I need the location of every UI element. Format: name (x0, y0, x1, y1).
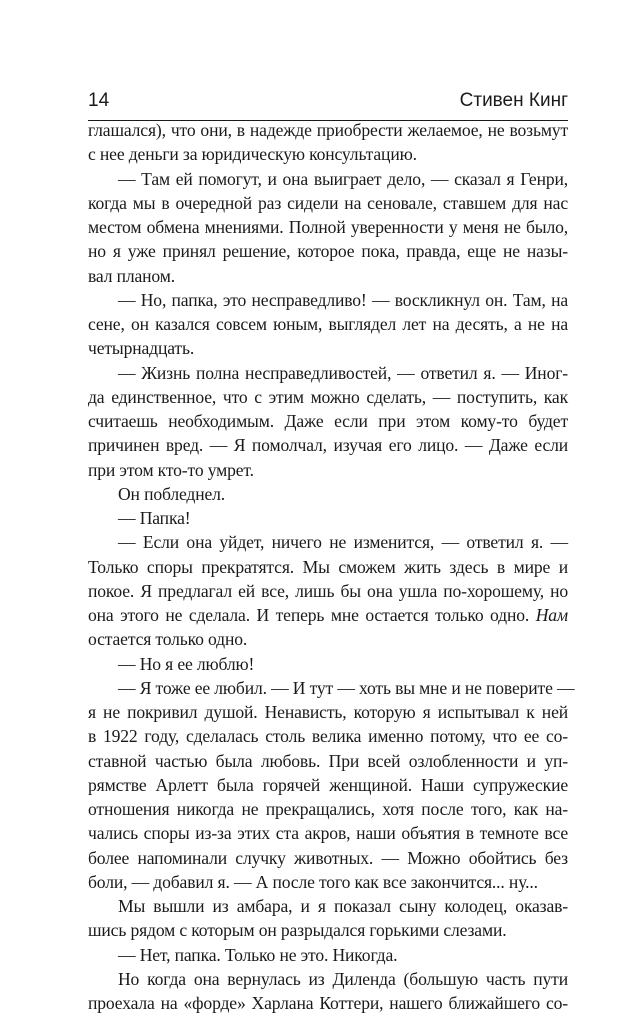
text-line (88, 700, 568, 724)
text-line (88, 288, 568, 312)
text-line-content: но я уже принял решение, которое пока, правда, еще не назы- (88, 241, 568, 262)
text-line-content: я не покривил душой. Ненависть, которую я испытывал к ней (88, 702, 568, 722)
text-line-content: при этом кто-то умрет. (88, 459, 254, 480)
text-line (88, 482, 568, 506)
text-line (88, 336, 568, 360)
text-line (88, 991, 568, 1015)
text-line-content: когда мы в очередной раз сидели на сеновале, ставшем для нас (88, 192, 568, 213)
text-line (88, 967, 568, 991)
text-line (88, 870, 568, 894)
text-line-content: причинен вред. — Я помолчал, изучая его лицо. — Даже если (88, 435, 568, 456)
text-line (88, 846, 568, 870)
text-line-content: она этого не сделала. И теперь мне остается только одно. (88, 605, 530, 625)
text-line (88, 409, 568, 433)
text-line (88, 555, 568, 579)
text-line-content: более напоминали случку животных. — Можно обойтись без (88, 847, 568, 868)
text-line-content: боли, — добавил я. — А после того как все закончится... ну... (88, 871, 538, 892)
author-name: Стивен Кинг (459, 90, 568, 111)
text-line (88, 167, 568, 191)
italic-emphasis: Нам (535, 605, 568, 625)
text-line-content: проехала на «форде» Харлана Коттери, нашего ближайшего со- (88, 993, 568, 1013)
book-page (88, 0, 575, 1013)
text-line-content: глашался), что они, в надежде приобрести желаемое, не возьмут (88, 120, 568, 140)
text-line (88, 797, 568, 821)
text-line-content: местом обмена мнениями. Полной уверенности у меня не было, (88, 217, 568, 237)
text-line-content: — Жизнь полна несправедливостей, — ответил я. — Иног- (118, 362, 568, 383)
text-line (88, 312, 568, 336)
text-line (88, 579, 568, 603)
text-line-content: в 1922 году, сделалась столь велика именно потому, что ее со- (88, 726, 568, 747)
text-line-content: — Нет, папка. Только не это. Никогда. (118, 944, 398, 965)
text-line-content: Но когда она вернулась из Диленда (большую часть пути (118, 968, 568, 989)
text-line (88, 458, 568, 482)
text-line (88, 385, 568, 409)
text-line-content: Он побледнел. (118, 483, 226, 504)
text-line-content: — Если она уйдет, ничего не изменится, — ответил я. — (118, 532, 568, 553)
text-line (88, 724, 568, 748)
text-line (88, 627, 568, 651)
text-line (88, 506, 568, 530)
text-line-content: покое. Я предлагал ей все, лишь бы она ушла по-хорошему, но (88, 580, 568, 601)
text-line-content: с нее деньги за юридическую консультацию. (88, 144, 417, 165)
text-line (88, 943, 568, 967)
text-line-content: — Но я ее люблю! (118, 653, 255, 674)
text-line-content: ставной частью была любовь. При всей озлобленности и уп- (88, 750, 568, 771)
text-line (88, 821, 568, 845)
text-line-content: — Я тоже ее любил. — И тут — хоть вы мне и не поверите — (118, 677, 575, 698)
text-line (88, 118, 568, 142)
text-line-content: рямстве Арлетт была горячей женщиной. Наши супружеские (88, 774, 568, 795)
text-line-content: сене, он казался совсем юным, выглядел лет на десять, а не на (88, 314, 568, 334)
text-line (88, 191, 568, 215)
text-line-content: четырнадцать. (88, 338, 195, 359)
text-line-content: отношения никогда не прекращались, хотя после того, как на- (88, 799, 568, 819)
text-line-content: да единственное, что с этим можно сделать, — поступить, как (88, 386, 568, 407)
text-line-content: чались споры из-за этих ста акров, наши объятия в темноте все (88, 823, 568, 844)
text-line (88, 603, 568, 627)
text-line-content: — Папка! (118, 508, 191, 528)
text-line (88, 652, 568, 676)
text-line-content: остается только одно. (88, 629, 248, 650)
text-line (88, 361, 568, 385)
text-line-content: Мы вышли из амбара, и я показал сыну колодец, оказав- (118, 896, 568, 916)
text-line-content: шись рядом с которым он разрыдался горькими слезами. (88, 920, 507, 941)
text-line (88, 142, 568, 166)
text-line-content: — Там ей помогут, и она выиграет дело, — сказал я Генри, (118, 168, 568, 189)
text-line-content: вал планом. (88, 265, 175, 286)
text-line (88, 530, 568, 554)
text-line (88, 215, 568, 239)
text-line (88, 749, 568, 773)
text-line (88, 773, 568, 797)
page-number: 14 (88, 90, 110, 111)
body-text (88, 118, 575, 1015)
text-line-content: — Но, папка, это несправедливо! — воскликнул он. Там, на (118, 289, 568, 310)
text-line (88, 894, 568, 918)
text-line (88, 676, 575, 700)
running-header (88, 90, 568, 116)
text-line-content: считаешь необходимым. Даже если при этом кому-то будет (88, 411, 568, 431)
text-line (88, 918, 568, 942)
text-line-content: Только споры прекратятся. Мы сможем жить здесь в мире и (88, 556, 568, 577)
text-line (88, 264, 568, 288)
text-line (88, 239, 568, 263)
text-line (88, 433, 568, 457)
